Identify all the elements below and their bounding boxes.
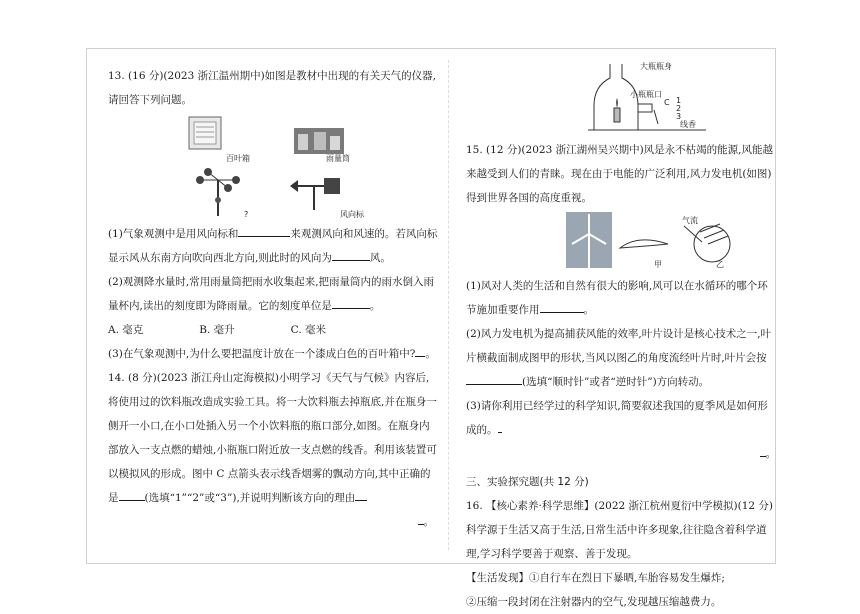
answer-blank-6[interactable] [355,488,367,501]
q15-figure-row [466,210,776,274]
label-c: C [664,98,670,107]
q13-part-2: (2)观测降水量时,常用雨量筒把雨水收集起来,把雨量筒内的雨水倒入雨量杯内,读出的刻度即为降雨量。它的刻度单位是 。 [108,276,435,312]
label-3: 3 [676,112,682,121]
answer-blank-10[interactable] [498,420,502,433]
q15-part-3: (3)请你利用已经学过的科学知识,简要叙述我国的夏季风是如何形成的。 [466,400,768,436]
answer-blank-3[interactable] [332,296,370,309]
answer-blank-8[interactable] [540,300,584,313]
wind-vane-image [288,178,348,212]
q14-text: 14. (8 分)(2023 浙江舟山定海模拟)小明学习《天气与气候》内容后,将使用过的饮料瓶改造成实验工具。将一大饮料瓶去掉瓶底,并在瓶身一侧开一小口,在小口处插入另一个小饮料瓶的瓶口部分,如图。在瓶身内部放入一支点燃的蜡烛,小瓶瓶口附近放一支点燃的线香。利用该装置可以模拟风的形成。图中 C 点箭头表示线香烟雾的飘动方向,其中正确的是 (选填“1”“2”或“3”),并说明判断该方向的理由 [108,372,437,504]
q13-intro: 13. (16 分)(2023 浙江温州期中)如图是教材中出现的有关天气的仪器,请回答下列问题。 [108,70,437,106]
q16-text: 16. 【核心素养·科学思维】(2022 浙江杭州夏衍中学模拟)(12 分)科学源于生活又高于生活,日常生活中许多现象,往往隐含着科学道理,学习科学要善于观察、善于发现。 [466,500,774,560]
column-divider [448,60,449,550]
left-column [108,64,438,534]
q15-part-1: (1)风对人类的生活和自然有很大的影响,风可以在水循环的哪个环节施加重要作用 。 [466,280,768,316]
wind-turbine-image [566,212,612,268]
label-2: 2 [676,104,682,113]
q16-find-2: ②压缩一段封闭在注射器内的空气,发现越压缩越费力。 [466,596,722,608]
label-incense: 线香 [680,120,696,129]
caption-airflow: 气流 [682,216,698,225]
caption-question-mark: ? [244,210,249,219]
label-big-bottle: 大瓶瓶身 [640,62,672,71]
q15-answer-end: 。 [466,442,776,466]
rain-gauge-image [294,128,344,154]
q16-find-1: 【生活发现】①自行车在烈日下暴晒,车胎容易发生爆炸; [466,572,725,584]
caption-wind-vane: 风向标 [340,210,364,219]
label-small-mouth: 小瓶瓶口 [630,90,662,99]
q13-figure-row-1 [108,116,438,166]
answer-blank-4[interactable] [415,344,425,357]
q13-part-1: (1)气象观测中是用风向标和 来观测风向和风速的。若风向标显示风从东南方向吹向西北方向,则此时的风向为 风。 [108,222,438,270]
answer-blank-5[interactable] [119,488,145,501]
caption-louver-box: 百叶箱 [226,154,250,163]
q15-intro: 15. (12 分)(2023 浙江湖州吴兴期中)风是永不枯竭的能源,风能越来越受到人们的青睐。现在由于电能的广泛利用,风力发电机(如图)得到世界各国的高度重视。 [466,144,774,204]
answer-blank-9[interactable] [466,372,522,385]
right-column [466,138,776,614]
option-b[interactable]: B. 毫升 [199,324,235,336]
caption-jia: 甲 [654,260,662,269]
blade-cross-section-jia [618,230,670,254]
q15-part-2: (2)风力发电机为提高捕获风能的效率,叶片设计是核心技术之一,叶片横截面制成图甲的形状,当风以图乙的角度流经叶片时,叶片会按(选填“顺时针”或者“逆时针”)方向转动。 [466,328,772,388]
q13-part-3: (3)在气象观测中,为什么要把温度计放在一个漆成白色的百叶箱中? 。 [108,342,438,366]
option-c[interactable]: C. 毫米 [290,324,327,336]
section-3-heading: 三、实验探究题(共 12 分) [466,476,589,488]
caption-rain-gauge: 雨量筒 [326,154,350,163]
answer-blank-1[interactable] [238,224,290,237]
anemometer-image [196,166,240,218]
caption-yi: 乙 [716,260,724,269]
q13-options [108,318,438,342]
option-a[interactable]: A. 毫克 [108,324,144,336]
label-1: 1 [676,96,682,105]
louver-box-image [188,116,222,150]
answer-blank-2[interactable] [332,248,370,261]
q14-answer-end: 。 [108,510,438,534]
q13-figure-row-2 [108,166,438,222]
